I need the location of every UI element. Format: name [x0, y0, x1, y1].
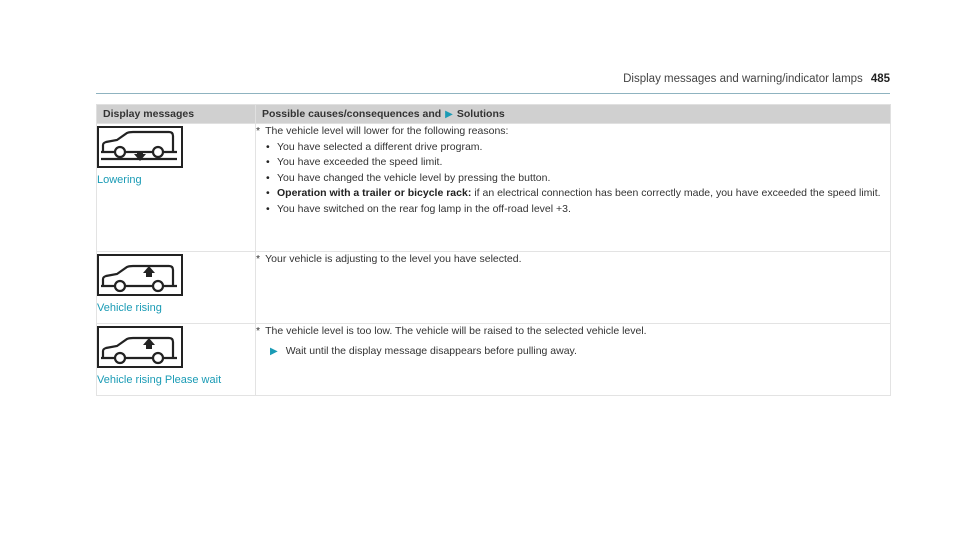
list-item: • You have selected a different drive program.	[266, 140, 890, 156]
cause-text: * The vehicle level is too low. The vehicle will be raised to the selected vehicle level.	[256, 325, 647, 337]
col-header-causes-solutions	[256, 105, 891, 124]
section-title: Display messages and warning/indicator lamps	[623, 73, 863, 85]
causes-cell	[256, 252, 891, 324]
bold-lead-text: Operation with a trailer or bicycle rack:	[277, 187, 472, 199]
cause-list	[256, 140, 890, 218]
vehicle-rising-icon	[97, 254, 183, 296]
display-message-cell	[97, 324, 256, 396]
list-item: • Operation with a trailer or bicycle rack: if an electrical connection has been correctly made, you have exceeded the speed limit.	[266, 186, 890, 202]
table-row	[97, 324, 891, 396]
col-header-causes: Possible causes/consequences and	[262, 108, 442, 120]
vehicle-rising-wait-icon	[97, 326, 183, 368]
message-label: Vehicle rising	[97, 302, 162, 314]
step-arrow-icon: ▶	[270, 345, 278, 357]
page-number: 485	[870, 73, 890, 85]
causes-cell	[256, 124, 891, 252]
col-header-solutions: Solutions	[456, 108, 505, 120]
display-message-cell	[97, 252, 256, 324]
solution-arrow-icon: ▶	[445, 109, 453, 120]
display-messages-table	[96, 104, 891, 396]
cause-text: * The vehicle level will lower for the following reasons:	[256, 125, 509, 137]
list-item: • You have switched on the rear fog lamp in the off-road level +3.	[266, 202, 890, 218]
col-header-display-messages: Display messages	[97, 105, 256, 124]
message-label: Vehicle rising Please wait	[97, 374, 222, 386]
asterisk-icon: *	[256, 253, 261, 265]
cause-text: * Your vehicle is adjusting to the level you have selected.	[256, 253, 522, 265]
solution-step: ▶ Wait until the display message disappears before pulling away.	[270, 344, 577, 357]
vehicle-lowering-icon	[97, 126, 183, 168]
asterisk-icon: *	[256, 125, 261, 137]
display-message-cell	[97, 124, 256, 252]
header-rule	[96, 93, 890, 94]
table-row	[97, 252, 891, 324]
message-label: Lowering	[97, 174, 142, 186]
list-item: • You have changed the vehicle level by pressing the button.	[266, 171, 890, 187]
causes-cell	[256, 324, 891, 396]
asterisk-icon: *	[256, 325, 261, 337]
table-header-row	[97, 105, 891, 124]
list-item: • You have exceeded the speed limit.	[266, 155, 890, 171]
page-header	[623, 73, 890, 85]
table-row	[97, 124, 891, 252]
